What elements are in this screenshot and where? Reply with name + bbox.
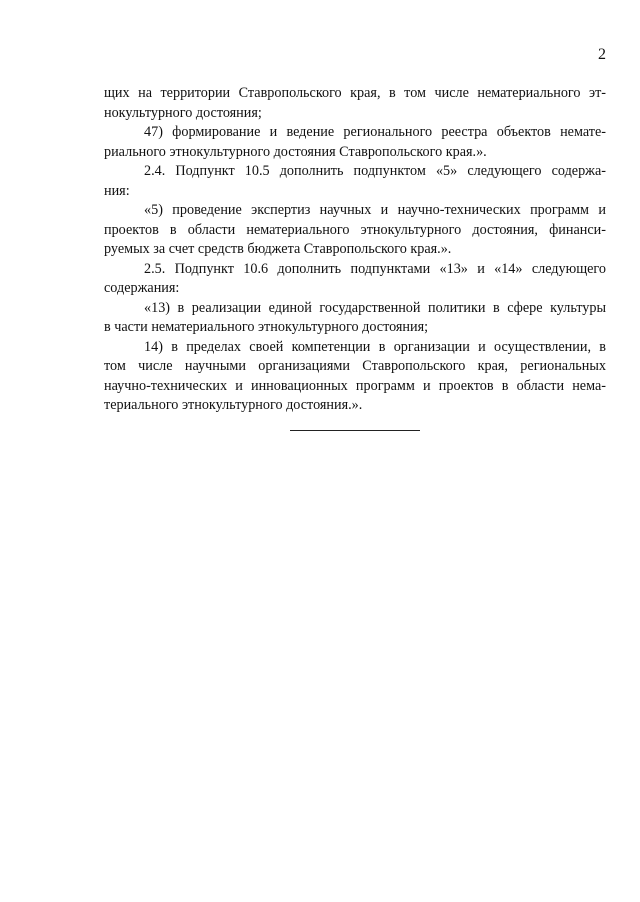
- text-line: ния:: [104, 182, 130, 199]
- page-number: 2: [598, 46, 606, 63]
- text-line: «5) проведение экспертиз научных и научно-технических программ и: [144, 202, 606, 218]
- text-line: щих на территории Ставропольского края, в том числе нематериального эт-: [104, 85, 606, 101]
- text-line: том числе научными организациями Ставропольского края, региональных: [104, 358, 606, 374]
- text-line: 47) формирование и ведение регионального реестра объектов немате-: [144, 124, 606, 140]
- text-line: нокультурного достояния;: [104, 104, 262, 121]
- text-line: научно-технических и инновационных программ и проектов в области нема-: [104, 377, 606, 394]
- text-line: «13) в реализации единой государственной политики в сфере культуры: [144, 299, 606, 316]
- text-line: 2.4. Подпункт 10.5 дополнить подпунктом «5» следующего содержа-: [144, 163, 606, 179]
- text-line: проектов в области нематериального этнокультурного достояния, финанси-: [104, 221, 606, 238]
- separator-line: [290, 430, 420, 431]
- document-body: [104, 84, 606, 416]
- text-line: содержания:: [104, 280, 180, 296]
- text-line: териального этнокультурного достояния.».: [104, 397, 363, 413]
- text-line: риального этнокультурного достояния Ставропольского края.».: [104, 143, 487, 160]
- text-line: 2.5. Подпункт 10.6 дополнить подпунктами «13» и «14» следующего: [144, 260, 606, 277]
- text-line: в части нематериального этнокультурного достояния;: [104, 319, 429, 335]
- text-line: 14) в пределах своей компетенции в организации и осуществлении, в: [144, 338, 606, 355]
- text-line: руемых за счет средств бюджета Ставропольского края.».: [104, 241, 452, 257]
